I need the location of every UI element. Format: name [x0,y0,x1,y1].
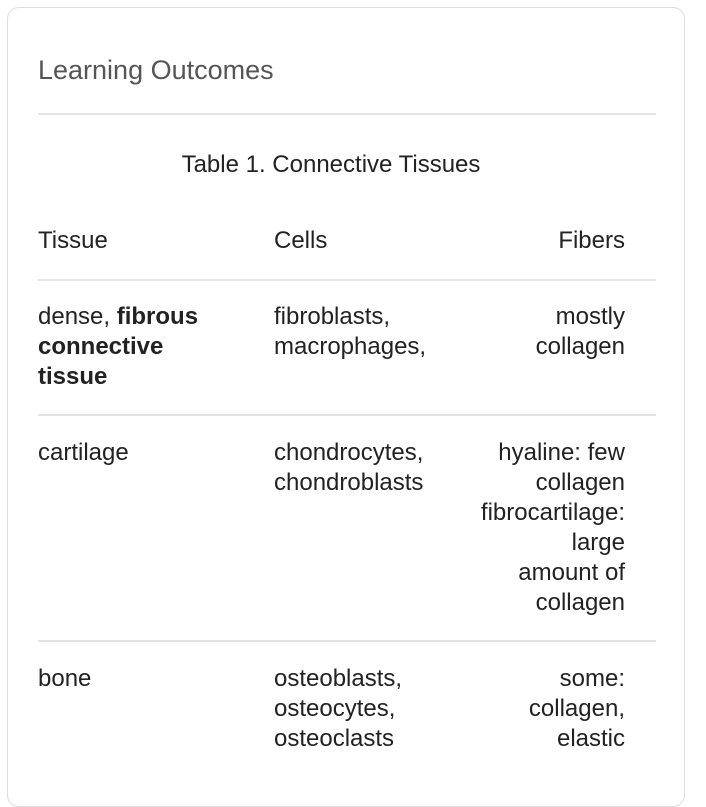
cell-line [38,362,258,392]
divider [38,414,656,416]
text: dense, [38,303,117,330]
cell-fibers [425,438,625,618]
header-fibers: Fibers [558,227,625,254]
cell-line: chondrocytes, [274,439,424,466]
cell-line [38,332,258,362]
cell-line: fibrocartilage: [480,499,625,526]
header-tissue: Tissue [38,227,108,254]
cell-line [38,664,258,694]
table-caption: Table 1. Connective Tissues [181,151,481,178]
divider [38,113,656,115]
cell-line: collagen [535,469,625,496]
divider [38,640,656,642]
cell-line: collagen, [528,695,625,722]
bold-term: tissue [38,363,108,390]
cell-line: collagen [535,589,625,616]
bold-term: fibrous [116,303,199,330]
header-cells: Cells [274,227,328,254]
cell-line: osteoblasts, [274,665,403,692]
cell-fibers [425,302,625,362]
learning-outcomes-card [7,7,685,807]
cell-tissue [38,664,258,694]
cell-line: collagen [535,333,625,360]
cell-line: elastic [556,725,625,752]
cell-line: chondroblasts [274,469,424,496]
cell-line: some: [559,665,625,692]
divider [38,279,656,281]
cell-line [38,302,258,332]
cell-fibers [425,664,625,754]
cell-line: osteocytes, [274,695,396,722]
bold-term: connective [38,333,164,360]
text: bone [38,665,92,692]
cell-line: macrophages, [274,333,427,360]
cell-line: mostly [555,303,625,330]
cell-tissue [38,438,258,468]
text: cartilage [38,439,129,466]
cell-line: hyaline: few [498,439,625,466]
cell-line: osteoclasts [274,725,395,752]
cell-line: fibroblasts, [274,303,391,330]
card-title: Learning Outcomes [38,55,274,85]
cell-line [38,438,258,468]
cell-tissue [38,302,258,392]
cell-line: large [571,529,625,556]
cell-line: amount of [518,559,625,586]
